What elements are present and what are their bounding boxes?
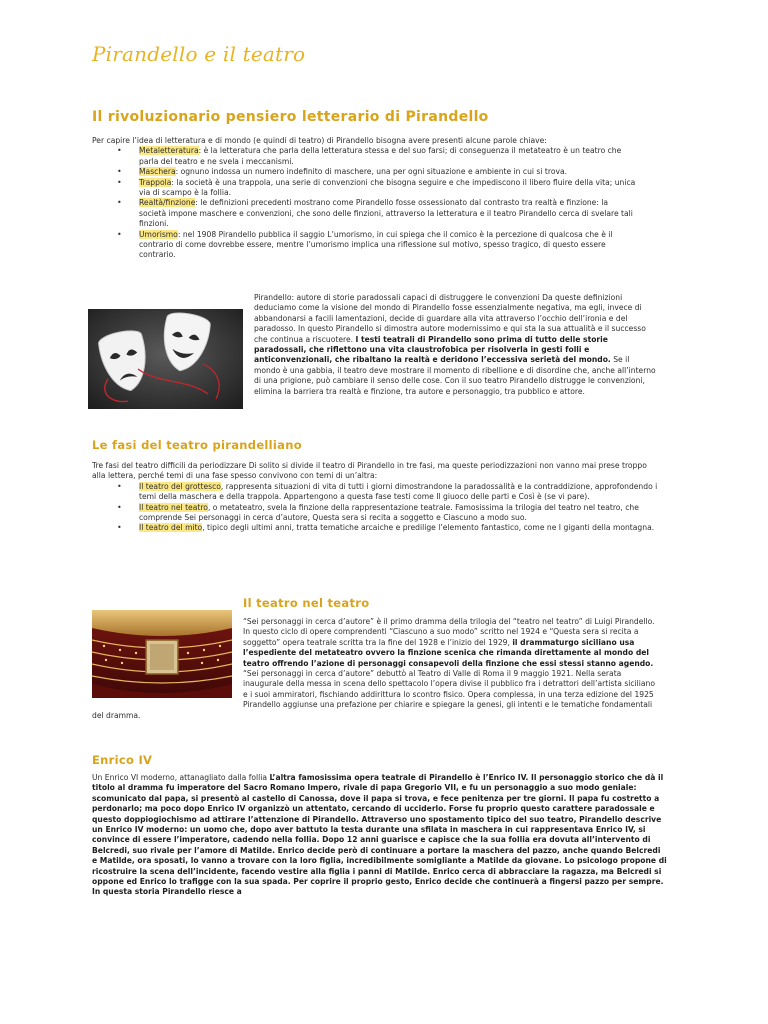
keyword-term: Umorismo <box>139 229 178 239</box>
keyword-term: Realtà/finzione <box>139 198 196 208</box>
theatre-masks-icon <box>88 309 243 409</box>
list-item: • Trappola: la società è una trappola, una serie di convenzioni che bisogna seguire e che impediscono il libero fluire della vita; unica via di scampo è la follia. <box>92 178 637 199</box>
phase-term: Il teatro del grottesco <box>139 481 221 491</box>
list-item: • Metaletteratura: è la letteratura che parla della letteratura stessa e del suo farsi; di conseguenza il metateatro è un teatro che parla del teatro e ne svela i meccanismi. <box>92 146 637 167</box>
section-heading-teatro-nel-teatro: Il teatro nel teatro <box>243 596 370 610</box>
phase-term: Il teatro nel teatro <box>139 502 208 512</box>
phases-list <box>92 482 662 534</box>
page-title: Pirandello e il teatro <box>92 42 306 66</box>
keyword-term: Trappola <box>139 177 172 187</box>
photo-spacer <box>92 617 243 705</box>
phase-term: Il teatro del mito <box>139 523 203 533</box>
keyword-term: Maschera <box>139 167 176 177</box>
masks-photo <box>88 309 243 409</box>
section-heading-pensiero: Il rivoluzionario pensiero letterario di Pirandello <box>92 109 489 125</box>
keyword-list <box>92 146 637 260</box>
intro-paragraph: Tre fasi del teatro difficili da periodizzare Di solito si divide il teatro di Pirandello in tre fasi, ma queste periodizzazioni non vanno mai prese troppo alla lettera, perché temi di una fase spesso convivono con temi di un’altra: <box>92 461 647 481</box>
intro-paragraph: Per capire l’idea di letteratura e di mondo (e quindi di teatro) di Pirandello bisogna avere presenti alcune parole chiave: <box>92 136 547 145</box>
section-teatro-nel-teatro-body: “Sei personaggi in cerca d’autore” è il primo dramma della trilogia del “teatro nel teatro” di Luigi Pirandello. In questo ciclo di opere comprendenti “Ciascuno a suo modo” scritto nel 1924 e “Questa sera si recita a soggetto” opera teatrale scritta tra la fine del 1928 e l’inizio del 1929, il drammaturgo siciliano usa l’espediente del metateatro ovvero la finzione scenica che rimanda direttamente al mondo del teatro offrendo l’azione di personaggi consapevoli della finzione che essi stessi stanno agendo. “Sei personaggi in cerca d’autore” debuttò al Teatro di Valle di Roma il 9 maggio 1921. Nella serata inaugurale della messa in scena dello spettacolo l’opera divise il pubblico fra i detrattori dell’artista siciliano e i suoi ammiratori, fischiando addirittura lo scontro fisico. Opera complessa, in una terza edizione del 1925 Pirandello aggiunse una prefazione per chiarire e spiegare la genesi, gli intenti e le tematiche fondamentali del dramma. <box>92 617 655 720</box>
keyword-term: Metaletteratura <box>139 146 199 156</box>
section-heading-fasi: Le fasi del teatro pirandelliano <box>92 438 302 452</box>
list-item: • Il teatro del grottesco, rappresenta situazioni di vita di tutti i giorni dimostrandone la paradossalità e la contraddizione, approfondendo i temi della maschera e della trappola. Appartengono a questa fase testi come Il giuoco delle parti e Così è (se vi pare). <box>92 482 662 503</box>
list-item: • Il teatro del mito, tipico degli ultimi anni, tratta tematiche arcaiche e predilige l’elemento fantastico, come ne I giganti della montagna. <box>92 523 662 533</box>
list-item: • Realtà/finzione: le definizioni precedenti mostrano come Pirandello fosse ossessionato dal contrasto tra realtà e finzione: la società impone maschere e convenzioni, che sono delle finzioni, attraverso la letteratura e il teatro Pirandello cerca di svelare tali finzioni. <box>92 198 637 229</box>
list-item: • Umorismo: nel 1908 Pirandello pubblica il saggio L’umorismo, in cui spiega che il comico è la percezione di qualcosa che è il contrario di come dovrebbe essere, mentre l’umorismo implica una riflessione sul motivo, spesso tragico, di questo essere contrario. <box>92 230 637 261</box>
paradox-paragraph: Pirandello: autore di storie paradossali capaci di distruggere le convenzioni Da queste definizioni deduciamo come la visione del mondo di Pirandello fosse essenzialmente negativa, ma egli, invece di abbandonarsi a facili lamentazioni, decide di guardare alla vita attraverso l’occhio dell’ironia e del paradosso. In questo Pirandello si dimostra autore modernissimo e qui sta la sua attualità e il successo che continua a riscuotere. I testi teatrali di Pirandello sono prima di tutto delle storie paradossali, che riflettono una vita claustrofobica per risolverla in gesti folli e anticonvenzionali, che ribaltano la realtà e deridono l’eccessiva serietà del mondo. Se il mondo è una gabbia, il teatro deve mostrare il momento di ribellione e di disordine che, anche all’interno di una prigione, può cambiare il senso delle cose. Con il suo teatro Pirandello distrugge le convenzioni, elimina la barriera tra realtà e finzione, tra autore e personaggio, tra pubblico e attore. <box>254 293 656 396</box>
section-fasi-body <box>92 461 662 534</box>
section-pensiero-body <box>92 136 637 261</box>
section-heading-enrico: Enrico IV <box>92 753 153 767</box>
list-item: • Il teatro nel teatro, o metateatro, svela la finzione della rappresentazione teatrale. Famosissima la trilogia del teatro nel teatro, che comprende Sei personaggi in cerca d’autore, Questa sera si recita a soggetto e Ciascuno a modo suo. <box>92 503 662 524</box>
section-enrico-body: Un Enrico VI moderno, attanagliato dalla follia L’altra famosissima opera teatrale di Pirandello è l’Enrico IV. Il personaggio storico che dà il titolo al dramma fu imperatore del Sacro Romano Impero, rivale di papa Gregorio VII, e fu un personaggio a suo modo geniale: scomunicato dal papa, si presentò al castello di Canossa, dove il papa si trova, e fece penitenza per tre giorni. Il papa fu costretto a perdonarlo; ma poco dopo Enrico IV organizzò un attentato, cercando di ucciderlo. Forse fu proprio questo carattere paradossale e questo doppiogiochismo ad attirare l’attenzione di Pirandello. Attraverso uno spostamento tipico del suo teatro, Pirandello descrive un Enrico IV moderno: un uomo che, dopo aver battuto la testa durante una sfilata in maschera in cui rappresentava Enrico IV, si convince di essere l’imperatore, cadendo nella follia. Dopo 12 anni guarisce e capisce che la sua follia era dovuta all’intervento di Belcredi, suo rivale per l’amore di Matilde. Enrico decide però di continuare a portare la maschera del pazzo, anche quando Belcredi e Matilde, ora sposati, lo vanno a trovare con la loro figlia, incredibilmente somigliante a Matilde da giovane. Lo psicologo propone di ricostruire la scena dell’incidente, facendo vestire alla figlia i panni di Matilde. Enrico cerca di abbracciare la ragazza, ma Belcredi si oppone ed Enrico lo trafigge con la sua spada. Per coprire il proprio gesto, Enrico decide che continuerà a fingersi pazzo per sempre. In questa storia Pirandello riesce a <box>92 773 667 897</box>
list-item: • Maschera: ognuno indossa un numero indefinito di maschere, una per ogni situazione e ambiente in cui si trova. <box>92 167 637 177</box>
